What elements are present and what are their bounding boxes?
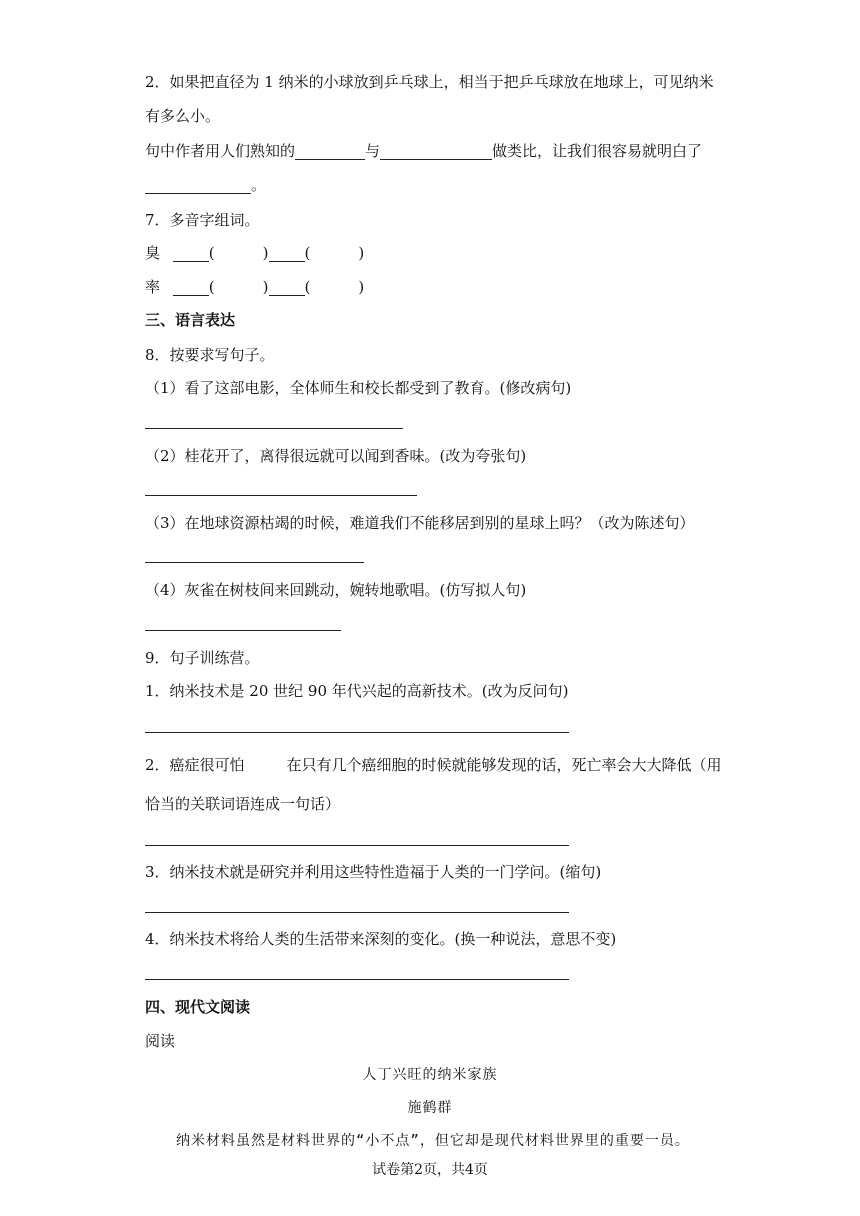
q6-item2-line2: 有多么小。 bbox=[145, 107, 221, 125]
q9-answer-line-1[interactable] bbox=[145, 732, 569, 733]
q8-item-3: （3）在地球资源枯竭的时候，难道我们不能移居到别的星球上吗？（改为陈述句） bbox=[145, 514, 695, 532]
page-footer: 试卷第2页，共4页 bbox=[372, 1162, 488, 1178]
article-author: 施鹤群 bbox=[407, 1100, 453, 1116]
q7-row-1-paren-close: ) bbox=[262, 244, 269, 262]
q8-answer-line-1[interactable] bbox=[145, 428, 403, 429]
q6-fill-text-a: 句中作者用人们熟知的 bbox=[145, 142, 296, 160]
q6-fill-text-b: 与 bbox=[365, 142, 381, 160]
q7-row-1-blank-1[interactable] bbox=[173, 245, 209, 262]
q6-blank-3[interactable] bbox=[145, 177, 251, 194]
q8-answer-line-4[interactable] bbox=[145, 630, 341, 631]
q9-item-1: 1．纳米技术是 20 世纪 90 年代兴起的高新技术。(改为反问句) bbox=[145, 682, 569, 700]
q9-answer-line-3[interactable] bbox=[145, 912, 569, 913]
article-paragraph-1: 纳米材料虽然是材料世界的“小不点”，但它却是现代材料世界里的重要一员。 bbox=[176, 1133, 690, 1149]
q9-item-2-line2: 恰当的关联词语连成一句话） bbox=[145, 795, 341, 813]
section-4-heading: 四、现代文阅读 bbox=[145, 998, 251, 1016]
q6-blank-1[interactable] bbox=[295, 143, 365, 160]
q7-row-2-paren-open: ( bbox=[208, 278, 215, 296]
q7-row-1-char: 臭 bbox=[145, 244, 161, 262]
q7-row-2-blank-1[interactable] bbox=[173, 279, 209, 296]
q6-fill-end: 。 bbox=[251, 176, 267, 194]
q8-answer-line-2[interactable] bbox=[145, 495, 417, 496]
q7-row-2-char: 率 bbox=[145, 278, 161, 296]
q7-row-1-paren-open-2: ( bbox=[304, 244, 311, 262]
q7-row-2-paren-close: ) bbox=[262, 278, 269, 296]
q7-row-1 bbox=[145, 243, 364, 263]
q8-item-2: （2）桂花开了，离得很远就可以闻到香味。(改为夸张句) bbox=[145, 447, 527, 465]
q7-row-2-paren-close-2: ) bbox=[358, 278, 365, 296]
q7-row-2-blank-2[interactable] bbox=[269, 279, 305, 296]
q9-answer-line-2[interactable] bbox=[145, 845, 569, 846]
q9-item-2-line1 bbox=[145, 755, 722, 775]
q9-answer-line-4[interactable] bbox=[145, 979, 569, 980]
q8-item-4: （4）灰雀在树枝间来回跳动，婉转地歌唱。(仿写拟人句) bbox=[145, 581, 527, 599]
q9-title: 9．句子训练营。 bbox=[145, 649, 260, 667]
q9-item-2-text-b: 在只有几个癌细胞的时候就能够发现的话，死亡率会大大降低（用 bbox=[286, 756, 722, 774]
q7-row-1-paren-close-2: ) bbox=[358, 244, 365, 262]
q7-title: 7．多音字组词。 bbox=[145, 211, 260, 229]
q6-fill-sentence bbox=[145, 141, 702, 161]
q6-item2-line1: 2．如果把直径为 1 纳米的小球放到乒乓球上，相当于把乒乓球放在地球上，可见纳米 bbox=[145, 73, 714, 91]
q9-item-2-text-a: 2．癌症很可怕 bbox=[145, 756, 245, 774]
q7-row-2-paren-open-2: ( bbox=[304, 278, 311, 296]
q9-item-3: 3．纳米技术就是研究并利用这些特性造福于人类的一门学问。(缩句) bbox=[145, 863, 602, 881]
q6-fill-text-c: 做类比，让我们很容易就明白了 bbox=[492, 142, 703, 160]
q7-row-2 bbox=[145, 277, 364, 297]
article-title: 人丁兴旺的纳米家族 bbox=[362, 1067, 498, 1083]
reading-label: 阅读 bbox=[145, 1032, 176, 1050]
section-3-heading: 三、语言表达 bbox=[145, 311, 236, 329]
q6-fill-end-line bbox=[145, 175, 266, 195]
q7-row-1-paren-open: ( bbox=[208, 244, 215, 262]
q8-title: 8．按要求写句子。 bbox=[145, 346, 275, 364]
q8-answer-line-3[interactable] bbox=[145, 562, 364, 563]
q7-row-1-blank-2[interactable] bbox=[269, 245, 305, 262]
q8-item-1: （1）看了这部电影，全体师生和校长都受到了教育。(修改病句) bbox=[145, 379, 572, 397]
q9-item-4: 4．纳米技术将给人类的生活带来深刻的变化。(换一种说法，意思不变) bbox=[145, 930, 617, 948]
q6-blank-2[interactable] bbox=[380, 143, 492, 160]
